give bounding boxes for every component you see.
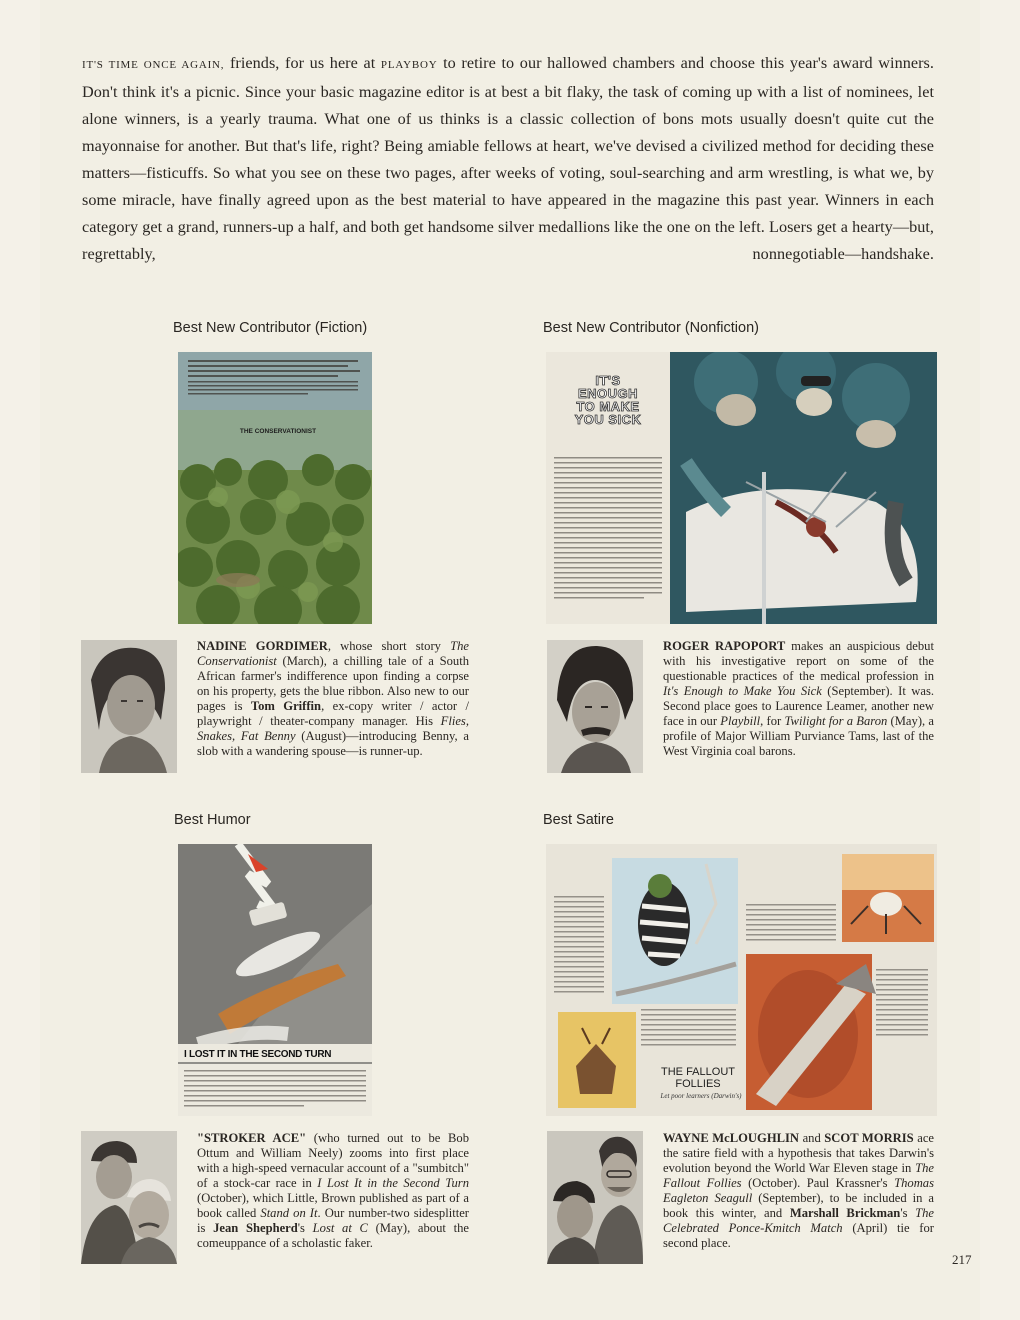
satire-spread-image — [546, 844, 937, 1116]
satire-spread-byline: Let poor learners (Darwin's) — [660, 1092, 742, 1100]
caption-text: ace the satire field with a hypothesis that takes Darwin's evolution beyond the World War Eleven stage in — [663, 1131, 934, 1175]
satire-caption — [663, 1131, 934, 1251]
intro-part2: to retire to our hallowed chambers and choose this year's award winners. Don't think it's a picnic. Since your basic magazine editor is at best a bit flaky, the task of coming up with a list of nominees, let alone winners, is a yearly trauma. What one of us thinks is a classic collection of bons mots usually doesn't quite cut the mayonnaise for another. But that's life, right? Being amiable fellows at heart, we've devised a civilized method for deciding these matters—fisticuffs. So what you see on these two pages, after weeks of voting, soul-searching and arm wrestling, is what we, by some miracle, have finally agreed upon as the best material to have appeared in the magazine this past year. Winners in each category get a grand, runners-up a half, and both get handsome silver medallions like the one on the left. Losers get a hearty—but, regrettably, nonnegotiable—handshake. — [82, 54, 934, 263]
satire-spread-title: THE FALLOUT FOLLIES — [661, 1066, 735, 1090]
fiction-caption — [197, 639, 469, 759]
caption-winner-name: SCOT MORRIS — [824, 1131, 914, 1145]
caption-text: (May), about the comeuppance of a scholastic faker. — [197, 1221, 469, 1250]
caption-work-title: Stand on It — [260, 1206, 318, 1220]
humor-spread-title: I LOST IT IN THE SECOND TURN — [184, 1049, 332, 1060]
caption-text: and — [799, 1131, 825, 1145]
caption-text: . Our number-two sidesplitter is — [197, 1206, 469, 1235]
intro-lead: IT'S TIME ONCE AGAIN, — [82, 59, 225, 71]
caption-work-title: The Fallout Follies — [663, 1161, 934, 1190]
stroker-ace-authors-portrait — [81, 1131, 177, 1264]
nonfiction-spread-title: IT'S ENOUGH TO MAKE YOU SICK — [574, 373, 642, 427]
intro-magazine-name: PLAYBOY — [380, 59, 438, 71]
intro-paragraph — [82, 50, 934, 268]
caption-work-title: Flies, Snakes, Fat Benny — [197, 714, 469, 743]
caption-text: , ex-copy writer / actor / playwright / theater-company manager. His — [197, 699, 469, 728]
caption-work-title: Twilight for a Baron — [784, 714, 888, 728]
mcloughlin-morris-portrait — [547, 1131, 643, 1264]
caption-work-title: The Conservationist — [197, 639, 469, 668]
caption-winner-name: WAYNE McLOUGHLIN — [663, 1131, 800, 1145]
caption-text: , for — [760, 714, 785, 728]
humor-spread-image — [178, 844, 372, 1116]
caption-work-title: I Lost It in the Second Turn — [317, 1176, 469, 1190]
caption-runner-up-name: Jean Shepherd — [213, 1221, 298, 1235]
caption-text: (who turned out to be Bob Ottum and William Neely) zooms into first place with a high-speed vernacular account of a "sumbitch" of a stock-car race in — [197, 1131, 469, 1190]
nadine-gordimer-portrait — [81, 640, 177, 773]
caption-text: (May), a profile of Major William Purviance Tams, last of the West Virginia coal barons. — [663, 714, 934, 758]
caption-work-title: Lost at C — [312, 1221, 368, 1235]
caption-runner-up-name: Tom Griffin — [250, 699, 322, 713]
caption-winner-name: "STROKER ACE" — [197, 1131, 307, 1145]
caption-text: makes an auspicious debut with his investigative report on some of the questionable practices of the medical profession in — [663, 639, 934, 683]
caption-text: (August)—introducing Benny, a slob with a wandering spouse—is runner-up. — [197, 729, 469, 758]
caption-text: (October). Paul Krassner's — [741, 1176, 895, 1190]
caption-text: 's — [900, 1206, 916, 1220]
nonfiction-spread-image — [546, 352, 937, 624]
fiction-spread-title: THE CONSERVATIONIST — [239, 428, 317, 435]
caption-text: (March), a chilling tale of a South African farmer's indifference upon finding a corpse on his property, gets the blue ribbon. Also new to our pages is — [197, 654, 469, 713]
caption-work-title: It's Enough to Make You Sick — [663, 684, 822, 698]
caption-runner-up-name: Marshall Brickman — [789, 1206, 901, 1220]
humor-caption — [197, 1131, 469, 1251]
caption-text: (September), to be included in a book this winter, and — [663, 1191, 934, 1220]
caption-winner-name: NADINE GORDIMER — [197, 639, 328, 653]
roger-rapoport-portrait — [547, 640, 643, 773]
caption-work-title: Thomas Eagleton Seagull — [663, 1176, 934, 1205]
intro-part1: friends, for us here at — [224, 54, 381, 72]
caption-text: , whose short story — [327, 639, 451, 653]
nonfiction-caption — [663, 639, 934, 759]
caption-work-title: Playbill — [720, 714, 761, 728]
fiction-spread-image — [178, 352, 372, 624]
caption-text: (October), which Little, Brown published as part of a book called — [197, 1191, 469, 1220]
heading-satire: Best Satire — [543, 812, 614, 828]
heading-humor: Best Humor — [174, 812, 251, 828]
caption-text: 's — [297, 1221, 313, 1235]
caption-text: (September). It was. Second place goes to Laurence Leamer, another new face in our — [663, 684, 935, 728]
caption-winner-name: ROGER RAPOPORT — [663, 639, 786, 653]
heading-fiction: Best New Contributor (Fiction) — [173, 320, 368, 336]
page-number: 217 — [952, 1252, 972, 1267]
heading-nonfiction: Best New Contributor (Nonfiction) — [543, 320, 759, 336]
caption-work-title: The Celebrated Ponce-Kmitch Match — [663, 1206, 934, 1235]
caption-text: (April) tie for second place. — [663, 1221, 934, 1250]
